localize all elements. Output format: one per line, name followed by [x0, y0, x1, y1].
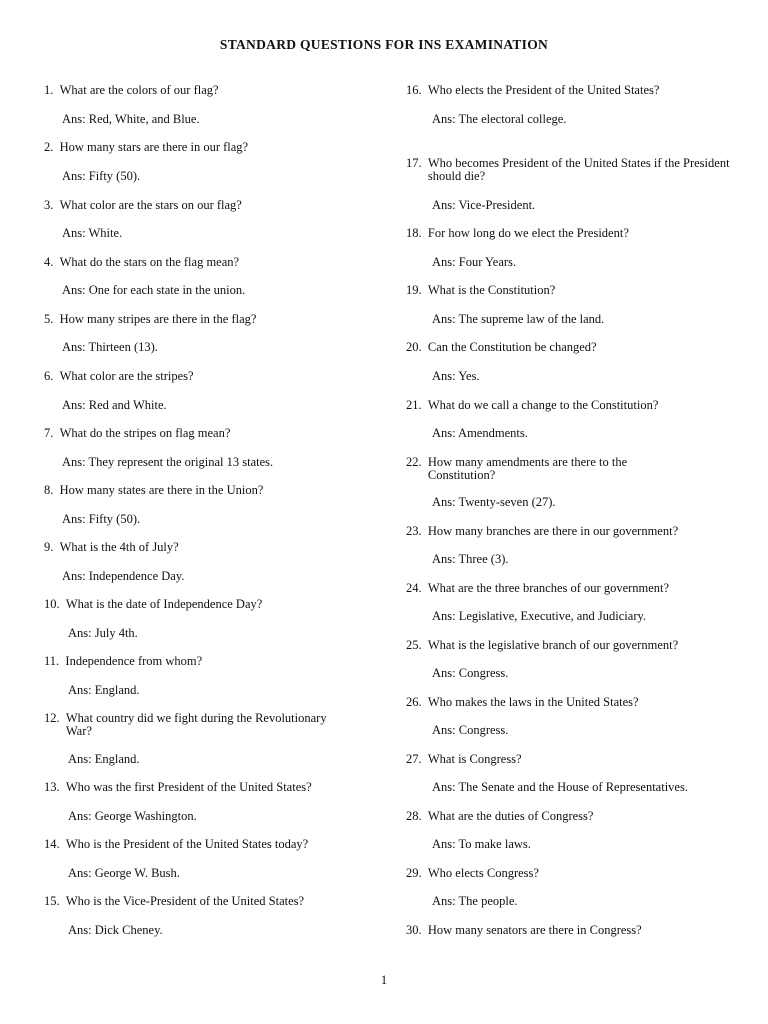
question-number: 1. — [44, 83, 54, 97]
page-title: STANDARD QUESTIONS FOR INS EXAMINATION — [219, 37, 549, 52]
question-text: What are the colors of our flag? — [59, 83, 219, 97]
question-number: 13. — [44, 780, 60, 794]
question-27 — [406, 753, 736, 766]
answer-15: Ans: Dick Cheney. — [68, 923, 163, 937]
answer-17: Ans: Vice-President. — [432, 198, 536, 212]
question-text: Can the Constitution be changed? — [427, 340, 597, 354]
question-number: 21. — [406, 398, 422, 412]
answer-28: Ans: To make laws. — [432, 837, 531, 851]
question-text: How many stripes are there in the flag? — [59, 312, 257, 326]
question-13 — [44, 781, 374, 794]
question-11 — [44, 655, 374, 668]
question-19 — [406, 284, 736, 297]
answer-2: Ans: Fifty (50). — [62, 169, 141, 183]
question-number: 16. — [406, 83, 422, 97]
question-9 — [44, 541, 374, 554]
answer-8: Ans: Fifty (50). — [62, 512, 141, 526]
question-text: What color are the stripes? — [59, 369, 194, 383]
question-5 — [44, 313, 374, 326]
answer-21: Ans: Amendments. — [432, 426, 528, 440]
question-22 — [406, 456, 736, 482]
question-23 — [406, 525, 736, 538]
question-16 — [406, 84, 736, 97]
question-number: 15. — [44, 894, 60, 908]
question-text: How many states are there in the Union? — [59, 483, 264, 497]
answer-9: Ans: Independence Day. — [62, 569, 185, 583]
answer-10: Ans: July 4th. — [68, 626, 138, 640]
question-text: Who elects the President of the United States? — [427, 83, 660, 97]
question-text: What is the legislative branch of our government? — [427, 638, 679, 652]
question-3 — [44, 199, 374, 212]
question-number: 9. — [44, 540, 54, 554]
question-15 — [44, 895, 374, 908]
question-number: 27. — [406, 752, 422, 766]
question-text: Who elects Congress? — [427, 866, 539, 880]
answer-27: Ans: The Senate and the House of Representatives. — [432, 780, 688, 794]
question-number: 24. — [406, 581, 422, 595]
question-7 — [44, 427, 374, 440]
answer-1: Ans: Red, White, and Blue. — [62, 112, 200, 126]
question-number: 3. — [44, 198, 54, 212]
question-20 — [406, 341, 736, 354]
question-number: 4. — [44, 255, 54, 269]
answer-24: Ans: Legislative, Executive, and Judiciary. — [432, 609, 647, 623]
answer-18: Ans: Four Years. — [432, 255, 517, 269]
question-14 — [44, 838, 374, 851]
answer-25: Ans: Congress. — [432, 666, 509, 680]
question-2 — [44, 141, 374, 154]
answer-16: Ans: The electoral college. — [432, 112, 567, 126]
question-text: What is the Constitution? — [427, 283, 556, 297]
answer-7: Ans: They represent the original 13 states. — [62, 455, 274, 469]
question-number: 18. — [406, 226, 422, 240]
answer-19: Ans: The supreme law of the land. — [432, 312, 605, 326]
question-text: Who makes the laws in the United States? — [427, 695, 639, 709]
question-text: Independence from whom? — [65, 654, 203, 668]
question-number: 8. — [44, 483, 54, 497]
answer-20: Ans: Yes. — [432, 369, 480, 383]
question-number: 30. — [406, 923, 422, 937]
question-text: What is the 4th of July? — [59, 540, 179, 554]
question-number: 2. — [44, 140, 54, 154]
answer-13: Ans: George Washington. — [68, 809, 197, 823]
answer-14: Ans: George W. Bush. — [68, 866, 180, 880]
question-text: What do we call a change to the Constitution? — [427, 398, 659, 412]
answer-26: Ans: Congress. — [432, 723, 509, 737]
question-text: What is Congress? — [427, 752, 522, 766]
question-25 — [406, 639, 736, 652]
question-10 — [44, 598, 374, 611]
question-text: How many senators are there in Congress? — [427, 923, 642, 937]
question-4 — [44, 256, 374, 269]
question-text: How many amendments are there to the Constitution? — [427, 455, 628, 482]
question-number: 14. — [44, 837, 60, 851]
question-number: 22. — [406, 455, 422, 469]
question-text: What country did we fight during the Revolutionary War? — [65, 711, 327, 738]
answer-11: Ans: England. — [68, 683, 140, 697]
question-text: Who is the Vice-President of the United States? — [65, 894, 305, 908]
question-number: 11. — [44, 654, 60, 668]
question-29 — [406, 867, 736, 880]
question-text: What do the stars on the flag mean? — [59, 255, 240, 269]
question-number: 23. — [406, 524, 422, 538]
question-21 — [406, 399, 736, 412]
question-6 — [44, 370, 374, 383]
question-18 — [406, 227, 736, 240]
question-number: 10. — [44, 597, 60, 611]
answer-4: Ans: One for each state in the union. — [62, 283, 246, 297]
question-1 — [44, 84, 374, 97]
question-number: 29. — [406, 866, 422, 880]
answer-5: Ans: Thirteen (13). — [62, 340, 158, 354]
question-17 — [406, 157, 736, 183]
answer-22: Ans: Twenty-seven (27). — [432, 495, 556, 509]
question-text: How many stars are there in our flag? — [59, 140, 249, 154]
question-number: 17. — [406, 156, 422, 170]
question-8 — [44, 484, 374, 497]
page-number: 1 — [380, 973, 388, 987]
question-text: How many branches are there in our government? — [427, 524, 679, 538]
question-text: What are the duties of Congress? — [427, 809, 594, 823]
question-number: 26. — [406, 695, 422, 709]
answer-12: Ans: England. — [68, 752, 140, 766]
answer-3: Ans: White. — [62, 226, 123, 240]
question-text: Who becomes President of the United States if the President should die? — [427, 156, 730, 183]
question-text: What is the date of Independence Day? — [65, 597, 263, 611]
question-number: 5. — [44, 312, 54, 326]
question-text: Who is the President of the United States today? — [65, 837, 309, 851]
question-12 — [44, 712, 374, 738]
question-24 — [406, 582, 736, 595]
question-number: 28. — [406, 809, 422, 823]
question-text: What do the stripes on flag mean? — [59, 426, 231, 440]
question-text: For how long do we elect the President? — [427, 226, 629, 240]
answer-6: Ans: Red and White. — [62, 398, 167, 412]
question-number: 12. — [44, 711, 60, 725]
question-number: 20. — [406, 340, 422, 354]
question-26 — [406, 696, 736, 709]
question-number: 6. — [44, 369, 54, 383]
question-number: 19. — [406, 283, 422, 297]
question-text: What color are the stars on our flag? — [59, 198, 242, 212]
question-text: Who was the first President of the United States? — [65, 780, 312, 794]
question-text: What are the three branches of our government? — [427, 581, 670, 595]
question-28 — [406, 810, 736, 823]
question-number: 7. — [44, 426, 54, 440]
answer-23: Ans: Three (3). — [432, 552, 509, 566]
question-30 — [406, 924, 736, 937]
question-number: 25. — [406, 638, 422, 652]
answer-29: Ans: The people. — [432, 894, 518, 908]
